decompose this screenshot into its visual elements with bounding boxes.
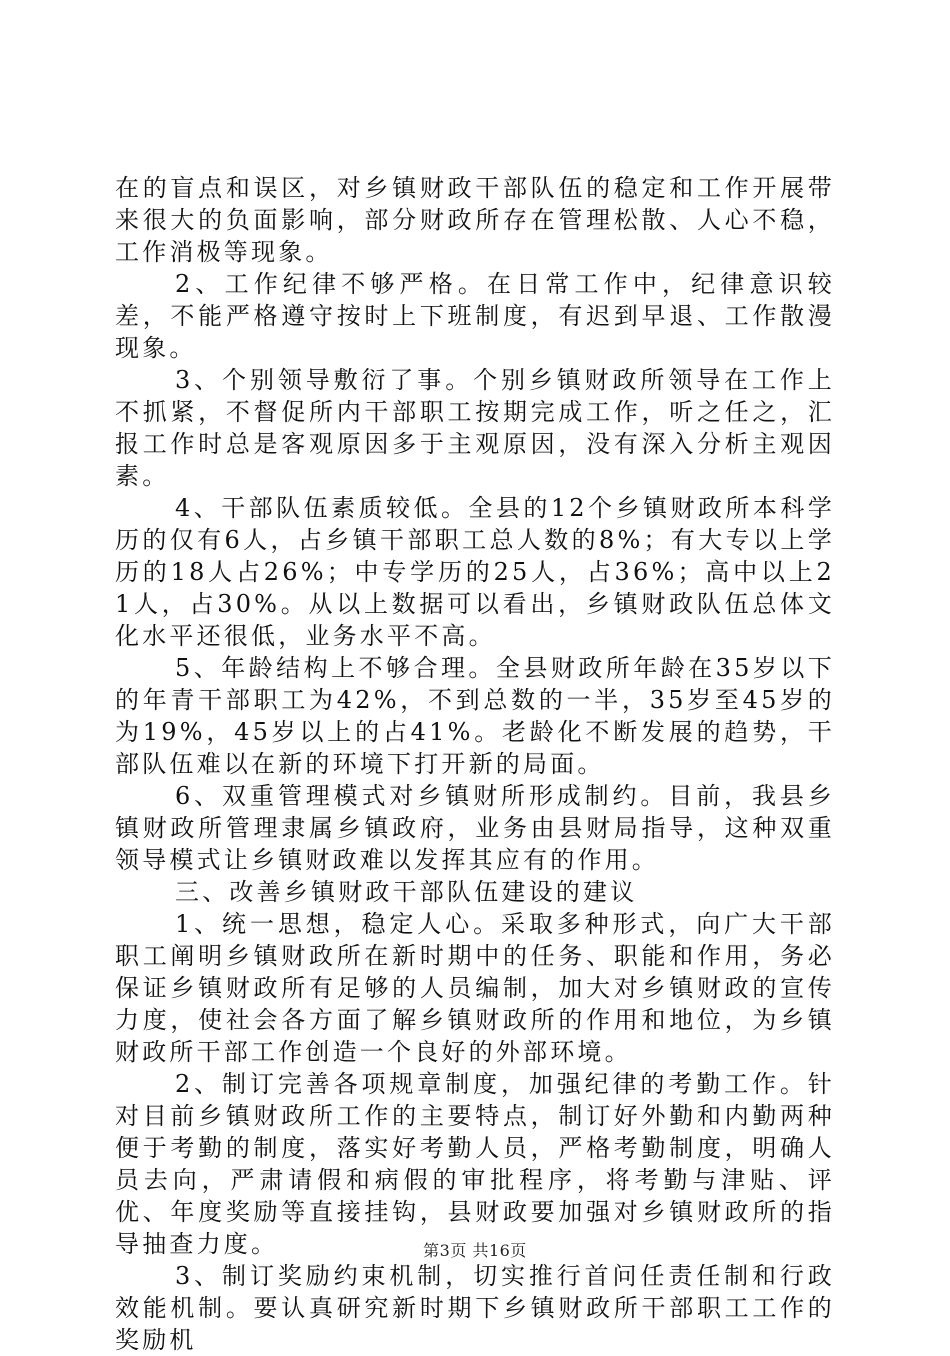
paragraph-suggestion-1: 1、统一思想，稳定人心。采取多种形式，向广大干部职工阐明乡镇财政所在新时期中的任务、职能和作用，务必保证乡镇财政所有足够的人员编制，加大对乡镇财政的宣传力度，使社会各方面了解乡镇财政所的作用和地位，为乡镇财政所干部工作创造一个良好的外部环境。	[115, 910, 835, 1066]
paragraph-suggestion-3: 3、制订奖励约束机制，切实推行首问任责任制和行政效能机制。要认真研究新时期下乡镇财政所干部职工工作的奖励机	[115, 1262, 835, 1354]
document-body	[115, 172, 835, 1356]
paragraph-item-4: 4、干部队伍素质较低。全县的12个乡镇财政所本科学历的仅有6人，占乡镇干部职工总人数的8%；有大专以上学历的18人占26%；中专学历的25人，占36%；高中以上21人，占30%。从以上数据可以看出，乡镇财政队伍总体文化水平还很低，业务水平不高。	[115, 494, 835, 650]
paragraph-item-5: 5、年龄结构上不够合理。全县财政所年龄在35岁以下的年青干部职工为42%，不到总数的一半，35岁至45岁的为19%，45岁以上的占41%。老龄化不断发展的趋势，干部队伍难以在新的环境下打开新的局面。	[115, 654, 835, 778]
paragraph-item-2: 2、工作纪律不够严格。在日常工作中，纪律意识较差，不能严格遵守按时上下班制度，有迟到早退、工作散漫现象。	[115, 270, 835, 362]
paragraph-item-6: 6、双重管理模式对乡镇财所形成制约。目前，我县乡镇财政所管理隶属乡镇政府，业务由县财局指导，这种双重领导模式让乡镇财政难以发挥其应有的作用。	[115, 782, 835, 874]
page-number-footer: 第3页 共16页	[423, 1241, 527, 1260]
section-heading: 三、改善乡镇财政干部队伍建设的建议	[175, 878, 638, 906]
paragraph-item-3: 3、个别领导敷衍了事。个别乡镇财政所领导在工作上不抓紧，不督促所内干部职工按期完成工作，听之任之，汇报工作时总是客观原因多于主观原因，没有深入分析主观因素。	[115, 366, 835, 490]
paragraph-continuation: 在的盲点和误区，对乡镇财政干部队伍的稳定和工作开展带来很大的负面影响，部分财政所存在管理松散、人心不稳，工作消极等现象。	[115, 174, 835, 266]
paragraph-suggestion-2: 2、制订完善各项规章制度，加强纪律的考勤工作。针对目前乡镇财政所工作的主要特点，制订好外勤和内勤两种便于考勤的制度，落实好考勤人员，严格考勤制度，明确人员去向，严肃请假和病假的审批程序，将考勤与津贴、评优、年度奖励等直接挂钩，县财政要加强对乡镇财政所的指导抽查力度。	[115, 1070, 835, 1258]
